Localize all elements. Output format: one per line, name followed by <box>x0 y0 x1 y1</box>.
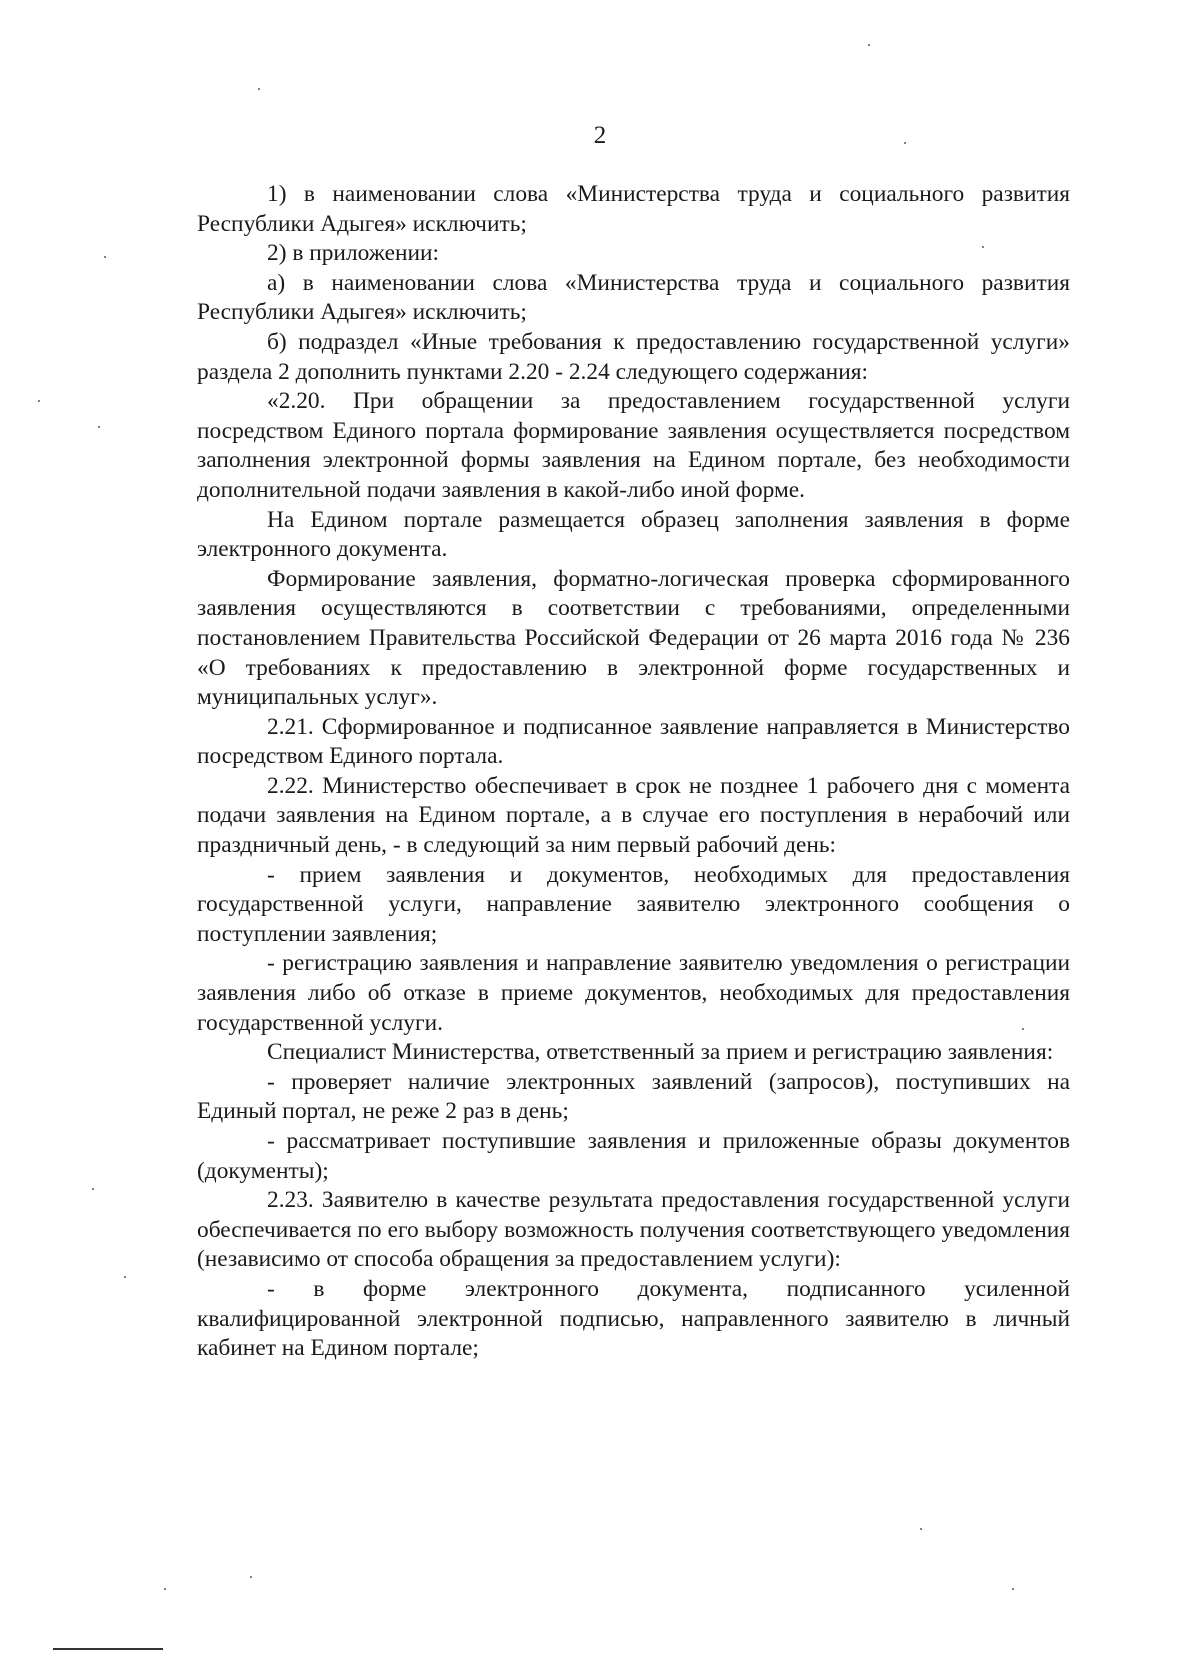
paragraph: Специалист Министерства, ответственный за прием и регистрацию заявления: <box>267 1039 1054 1066</box>
scan-speck <box>124 1276 126 1278</box>
paragraph: - прием заявления и документов, необходимых для предоставления государственной услуги, направление заявителю электронного сообщения о поступлении заявления; <box>197 861 1070 947</box>
scan-edge-line <box>53 1648 163 1650</box>
paragraph: 2) в приложении: <box>267 240 440 267</box>
paragraph: 1) в наименовании слова «Министерства труда и социального развития Республики Адыгея» исключить; <box>197 181 1070 237</box>
scan-speck <box>1022 1028 1024 1030</box>
scan-speck <box>92 1188 94 1190</box>
scan-speck <box>250 1576 252 1578</box>
document-body <box>197 180 1070 1364</box>
paragraph: 2.22. Министерство обеспечивает в срок не позднее 1 рабочего дня с момента подачи заявления на Едином портале, а в случае его поступления в нерабочий или праздничный день, - в следующий за ним первый рабочий день: <box>197 772 1070 859</box>
scan-speck <box>868 44 870 46</box>
paragraph: б) подраздел «Иные требования к предоставлению государственной услуги» раздела 2 дополнить пунктами 2.20 - 2.24 следующего содержания: <box>197 328 1070 385</box>
scan-speck <box>164 1588 166 1590</box>
paragraph: - в форме электронного документа, подписанного усиленной квалифицированной электронной подписью, направленного заявителю в личный кабинет на Едином портале; <box>197 1275 1070 1362</box>
scan-speck <box>1012 1588 1014 1590</box>
paragraph: 2.21. Сформированное и подписанное заявление направляется в Министерство посредством Единого портала. <box>197 713 1070 770</box>
paragraph: - проверяет наличие электронных заявлений (запросов), поступивших на Единый портал, не реже 2 раз в день; <box>197 1068 1070 1125</box>
scan-speck <box>258 88 260 90</box>
paragraph: На Едином портале размещается образец заполнения заявления в форме электронного документа. <box>197 506 1070 563</box>
paragraph: а) в наименовании слова «Министерства труда и социального развития Республики Адыгея» исключить; <box>197 269 1070 326</box>
paragraph: 2.23. Заявителю в качестве результата предоставления государственной услуги обеспечивается по его выбору возможность получения соответствующего уведомления (независимо от способа обращения за предоставлением услуги): <box>197 1187 1070 1273</box>
paragraph: «2.20. При обращении за предоставлением государственной услуги посредством Единого портала формирование заявления осуществляется посредством заполнения электронной формы заявления на Едином портале, без необходимости дополнительной подачи заявления в какой-либо иной форме. <box>197 388 1070 503</box>
scan-speck <box>920 1528 922 1530</box>
paragraph: - регистрацию заявления и направление заявителю уведомления о регистрации заявления либо об отказе в приеме документов, необходимых для предоставления государственной услуги. <box>197 950 1070 1036</box>
scan-speck <box>98 426 100 428</box>
paragraph: Формирование заявления, форматно-логическая проверка сформированного заявления осуществляются в соответствии с требованиями, определенными постановлением Правительства Российской Федерации от 26 марта 2016 года № 236 «О требованиях к предоставлению в электронной форме государственных и муниципальных услуг». <box>197 565 1070 711</box>
scan-speck <box>982 246 984 248</box>
scan-speck <box>38 400 40 402</box>
scan-speck <box>904 142 906 144</box>
page-number: 2 <box>593 122 607 149</box>
paragraph: - рассматривает поступившие заявления и приложенные образы документов (документы); <box>197 1128 1070 1184</box>
scan-speck <box>104 256 106 258</box>
